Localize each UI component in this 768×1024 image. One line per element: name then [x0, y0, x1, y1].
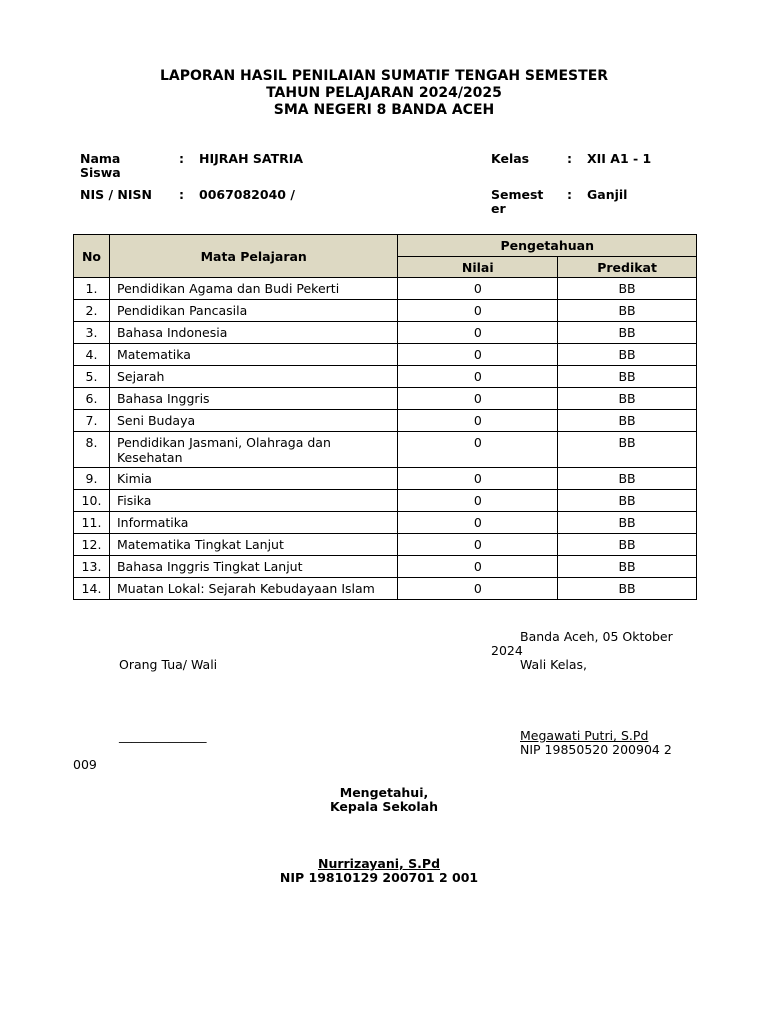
predikat-value: BB [558, 388, 697, 410]
homeroom-nip-cont: 009 [73, 757, 97, 772]
subject-name: Bahasa Inggris Tingkat Lanjut [109, 556, 397, 578]
row-number: 3. [74, 322, 110, 344]
semester-value: Ganjil [587, 187, 628, 202]
acknowledgement: Mengetahui, [339, 785, 429, 800]
parent-signature-line: ______________ [119, 728, 207, 743]
principal-title: Kepala Sekolah [329, 799, 439, 814]
table-row [74, 468, 697, 490]
header-nilai: Nilai [398, 257, 558, 278]
subject-name: Bahasa Indonesia [109, 322, 397, 344]
nilai-value: 0 [398, 322, 558, 344]
subject-name: Pendidikan Jasmani, Olahraga dan Kesehatan [109, 432, 397, 468]
header-predikat: Predikat [558, 257, 697, 278]
nilai-value: 0 [398, 388, 558, 410]
nilai-value: 0 [398, 578, 558, 600]
homeroom-label: Wali Kelas, [520, 657, 588, 672]
nilai-value: 0 [398, 432, 558, 468]
predikat-value: BB [558, 512, 697, 534]
semester-label-cont: er [491, 201, 506, 216]
subject-name: Informatika [109, 512, 397, 534]
semester-colon: : [567, 187, 572, 202]
school-name: SMA NEGERI 8 BANDA ACEH [273, 102, 495, 118]
table-row [74, 578, 697, 600]
academic-year: TAHUN PELAJARAN 2024/2025 [266, 85, 502, 101]
subject-name: Kimia [109, 468, 397, 490]
nilai-value: 0 [398, 534, 558, 556]
table-row [74, 410, 697, 432]
place-date: Banda Aceh, 05 Oktober [520, 629, 673, 644]
predikat-value: BB [558, 278, 697, 300]
nama-label-cont: Siswa [80, 165, 121, 180]
table-row [74, 300, 697, 322]
row-number: 14. [74, 578, 110, 600]
nama-label: Nama [80, 151, 121, 166]
report-title: LAPORAN HASIL PENILAIAN SUMATIF TENGAH SEMESTER [159, 68, 609, 84]
subject-name: Matematika Tingkat Lanjut [109, 534, 397, 556]
subject-name: Muatan Lokal: Sejarah Kebudayaan Islam [109, 578, 397, 600]
nilai-value: 0 [398, 512, 558, 534]
subject-name: Fisika [109, 490, 397, 512]
nilai-value: 0 [398, 344, 558, 366]
table-row [74, 490, 697, 512]
predikat-value: BB [558, 578, 697, 600]
nilai-value: 0 [398, 410, 558, 432]
nis-value: 0067082040 / [199, 187, 295, 202]
row-number: 5. [74, 366, 110, 388]
semester-label: Semest [491, 187, 544, 202]
kelas-label: Kelas [491, 151, 530, 166]
nama-value: HIJRAH SATRIA [199, 151, 304, 166]
nilai-value: 0 [398, 300, 558, 322]
predikat-value: BB [558, 534, 697, 556]
subject-name: Bahasa Inggris [109, 388, 397, 410]
nilai-value: 0 [398, 556, 558, 578]
kelas-value: XII A1 - 1 [587, 151, 652, 166]
predikat-value: BB [558, 432, 697, 468]
subject-name: Pendidikan Agama dan Budi Pekerti [109, 278, 397, 300]
table-row [74, 278, 697, 300]
nilai-value: 0 [398, 366, 558, 388]
subject-name: Pendidikan Pancasila [109, 300, 397, 322]
row-number: 9. [74, 468, 110, 490]
row-number: 8. [74, 432, 110, 468]
table-row [74, 366, 697, 388]
row-number: 7. [74, 410, 110, 432]
table-row [74, 556, 697, 578]
table-row [74, 432, 697, 468]
predikat-value: BB [558, 556, 697, 578]
row-number: 10. [74, 490, 110, 512]
row-number: 12. [74, 534, 110, 556]
header-pengetahuan: Pengetahuan [398, 235, 697, 257]
nilai-value: 0 [398, 490, 558, 512]
homeroom-name: Megawati Putri, S.Pd [520, 728, 649, 743]
header-no: No [74, 235, 110, 278]
predikat-value: BB [558, 468, 697, 490]
nis-colon: : [179, 187, 184, 202]
homeroom-nip: NIP 19850520 200904 2 [520, 742, 672, 757]
table-row [74, 344, 697, 366]
table-row [74, 388, 697, 410]
row-number: 1. [74, 278, 110, 300]
nis-label: NIS / NISN [80, 187, 152, 202]
grades-table [73, 234, 697, 600]
predikat-value: BB [558, 322, 697, 344]
predikat-value: BB [558, 300, 697, 322]
row-number: 4. [74, 344, 110, 366]
subject-name: Sejarah [109, 366, 397, 388]
subject-name: Matematika [109, 344, 397, 366]
table-row [74, 512, 697, 534]
table-row [74, 322, 697, 344]
nilai-value: 0 [398, 468, 558, 490]
predikat-value: BB [558, 366, 697, 388]
predikat-value: BB [558, 490, 697, 512]
subject-name: Seni Budaya [109, 410, 397, 432]
place-date-year: 2024 [491, 643, 523, 658]
parent-label: Orang Tua/ Wali [119, 657, 218, 672]
header-subject: Mata Pelajaran [109, 235, 397, 278]
row-number: 2. [74, 300, 110, 322]
predikat-value: BB [558, 344, 697, 366]
table-row [74, 534, 697, 556]
kelas-colon: : [567, 151, 572, 166]
row-number: 11. [74, 512, 110, 534]
principal-nip: NIP 19810129 200701 2 001 [279, 870, 479, 885]
principal-name: Nurrizayani, S.Pd [317, 856, 441, 871]
row-number: 6. [74, 388, 110, 410]
nilai-value: 0 [398, 278, 558, 300]
row-number: 13. [74, 556, 110, 578]
predikat-value: BB [558, 410, 697, 432]
nama-colon: : [179, 151, 184, 166]
